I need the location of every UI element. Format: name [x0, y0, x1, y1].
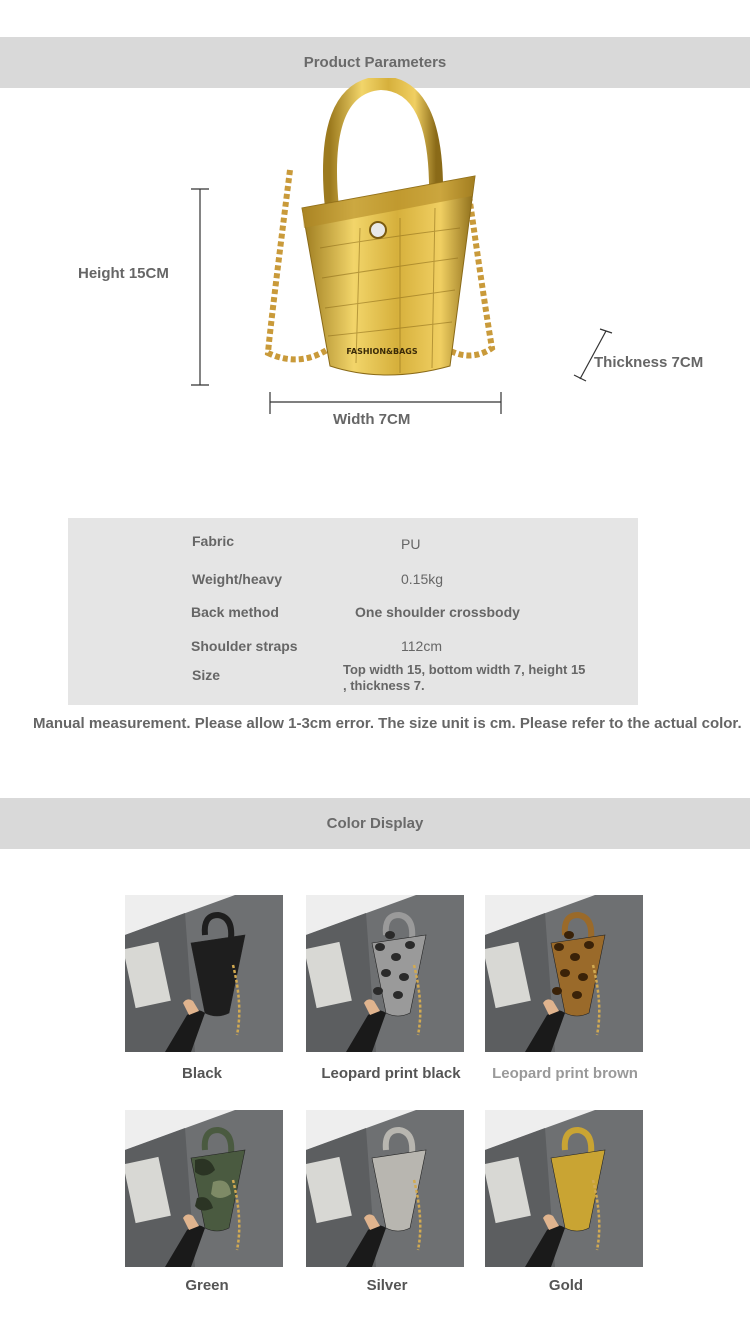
color-display-header: [0, 798, 750, 849]
product-image: [260, 78, 500, 388]
height-label: Height 15CM: [78, 265, 169, 282]
color-label-silver: Silver: [366, 1277, 408, 1294]
param-label-shoulder-straps: Shoulder straps: [191, 638, 298, 654]
section-title: Color Display: [326, 815, 424, 832]
color-label-green: Green: [185, 1277, 229, 1294]
color-swatch-leopard-black[interactable]: [306, 895, 464, 1052]
color-label-black: Black: [181, 1065, 223, 1082]
param-label-size: Size: [192, 667, 221, 683]
color-label-leopard-brown: Leopard print brown: [492, 1065, 638, 1082]
height-measure-line: [185, 186, 215, 390]
param-value-weight: 0.15kg: [401, 571, 444, 587]
section-title: Product Parameters: [303, 54, 447, 71]
width-label: Width 7CM: [333, 411, 411, 428]
param-label-fabric: Fabric: [192, 533, 235, 549]
param-value-back-method: One shoulder crossbody: [355, 604, 520, 620]
color-swatch-black[interactable]: [125, 895, 283, 1052]
color-label-gold: Gold: [548, 1277, 584, 1294]
param-value-fabric: PU: [401, 536, 421, 552]
param-label-back-method: Back method: [191, 604, 279, 620]
param-value-size-line1: Top width 15, bottom width 7, height 15: [343, 662, 586, 677]
param-label-weight: Weight/heavy: [192, 571, 282, 587]
measurement-note: Manual measurement. Please allow 1-3cm error. The size unit is cm. Please refer to the actual color.: [33, 715, 742, 732]
color-swatch-green[interactable]: [125, 1110, 283, 1267]
color-label-leopard-black: Leopard print black: [321, 1065, 461, 1082]
bag-brand-text: FASHION&BAGS: [346, 347, 418, 356]
color-swatch-silver[interactable]: [306, 1110, 464, 1267]
parameters-table: [68, 518, 638, 705]
param-value-shoulder-straps: 112cm: [401, 638, 442, 654]
color-swatch-gold[interactable]: [485, 1110, 643, 1267]
thickness-label: Thickness 7CM: [594, 354, 704, 371]
color-swatch-leopard-brown[interactable]: [485, 895, 643, 1052]
param-value-size-line2: , thickness 7.: [343, 678, 425, 693]
